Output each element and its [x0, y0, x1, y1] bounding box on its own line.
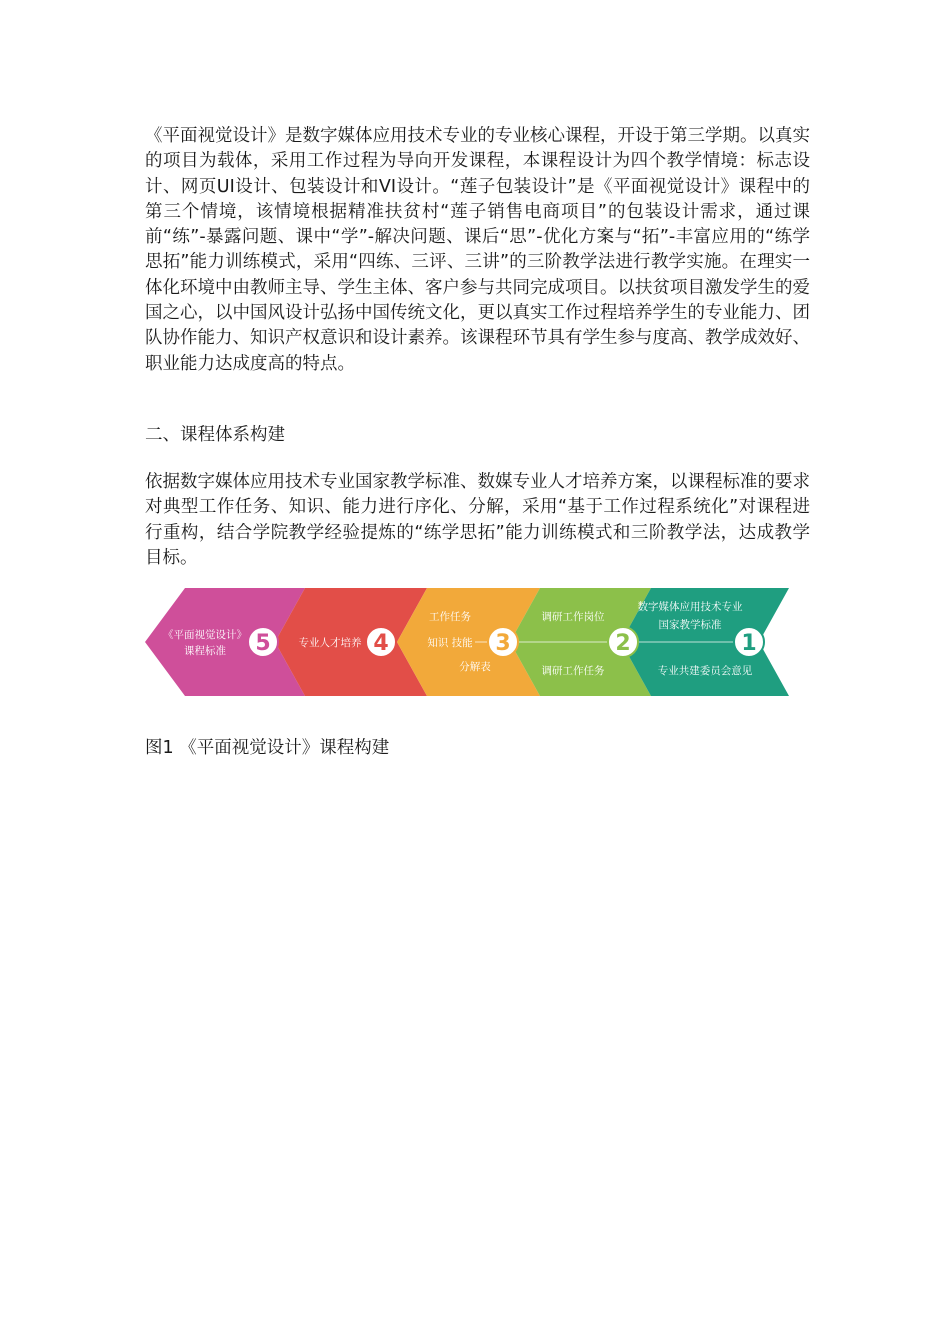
- segment-3-label-line-3: 分解表: [459, 661, 491, 673]
- segment-2-bottom-label: 调研工作任务: [541, 665, 605, 677]
- segment-5-label-line-2: 课程标准: [184, 645, 226, 657]
- segment-1-number-circle: [734, 627, 764, 657]
- figure-caption: 图1 《平面视觉设计》课程构建: [145, 738, 390, 758]
- segment-1-bottom-label: 专业共建委员会意见: [657, 665, 753, 677]
- segment-1-top-label-line-1: 数字媒体应用技术专业: [637, 601, 743, 613]
- segment-4-number-circle: [366, 627, 396, 657]
- body-paragraph-1: 《平面视觉设计》是数字媒体应用技术专业的专业核心课程，开设于第三学期。以真实的项目为载体，采用工作过程为导向开发课程，本课程设计为四个教学情境：标志设计、网页UI设计、包装设计和VI设计。“莲子包装设计”是《平面视觉设计》课程中的第三个情境，该情境根据精准扶贫村“莲子销售电商项目”的包装设计需求，通过课前“练”-暴露问题、课中“学”-解决问题、课后“思”-优化方案与“拓”-丰富应用的“练学思拓”能力训练模式，采用“四练、三评、三讲”的三阶教学法进行教学实施。在理实一体化环境中由教师主导、学生主体、客户参与共同完成项目。以扶贫项目激发学生的爱国之心，以中国风设计弘扬中国传统文化，更以真实工作过程培养学生的专业能力、团队协作能力、知识产权意识和设计素养。该课程环节具有学生参与度高、教学成效好、职业能力达成度高的特点。: [145, 126, 810, 374]
- section-heading: 二、课程体系构建: [145, 425, 285, 445]
- segment-5-number: 5: [255, 631, 271, 656]
- segment-5-label-line-1: 《平面视觉设计》: [163, 629, 247, 641]
- segment-5-number-circle: [248, 627, 278, 657]
- segment-3-number-circle: [488, 627, 518, 657]
- segment-2-number-circle: [608, 627, 638, 657]
- segment-3-label-line-1: 工作任务: [429, 611, 471, 623]
- course-structure-figure: [145, 588, 789, 696]
- segment-3-label-line-2: 知识 技能: [427, 637, 473, 649]
- body-paragraph-2: 依据数字媒体应用技术专业国家教学标准、数媒专业人才培养方案，以课程标准的要求对典型工作任务、知识、能力进行序化、分解，采用“基于工作过程系统化”对课程进行重构，结合学院教学经验提炼的“练学思拓”能力训练模式和三阶教学法，达成教学目标。: [145, 472, 810, 568]
- segment-1-top-label-line-2: 国家教学标准: [658, 619, 722, 631]
- segment-2-number: 2: [615, 631, 631, 656]
- arrow-chain-diagram: [145, 588, 789, 696]
- segment-1-number: 1: [741, 631, 757, 656]
- segment-4-number: 4: [373, 631, 389, 656]
- segment-3-number: 3: [495, 631, 511, 656]
- segment-2-top-label: 调研工作岗位: [541, 611, 605, 623]
- segment-4-label: 专业人才培养: [298, 637, 362, 649]
